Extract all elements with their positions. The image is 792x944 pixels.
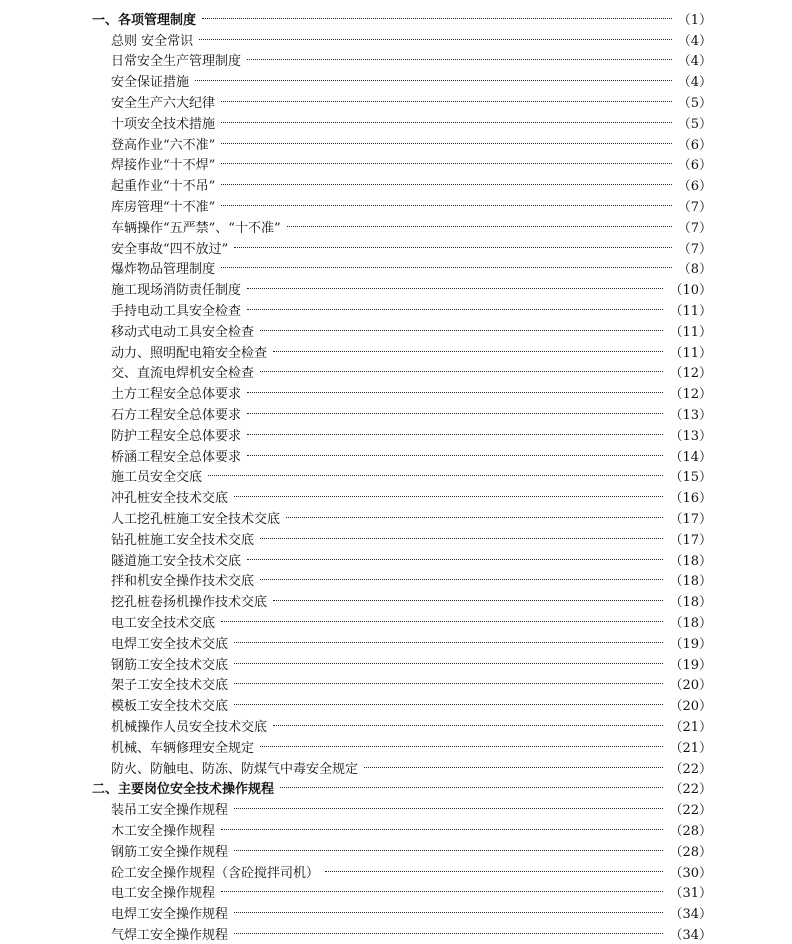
dot-leader — [273, 600, 663, 601]
dot-leader — [221, 184, 671, 185]
toc-page-number: （10） — [669, 283, 712, 299]
toc-entry[interactable] — [92, 29, 712, 50]
dot-leader — [260, 746, 663, 747]
dot-leader — [260, 371, 663, 372]
toc-entry-title: 冲孔桩安全技术交底 — [111, 491, 229, 507]
dot-leader — [364, 767, 663, 768]
dot-leader — [199, 39, 672, 40]
toc-page-number: （21） — [669, 719, 712, 735]
toc-entry-title: 木工安全操作规程 — [111, 823, 216, 839]
toc-entry-title: 土方工程安全总体要求 — [111, 387, 242, 403]
dot-leader — [247, 392, 663, 393]
toc-page-number: （22） — [669, 761, 712, 777]
toc-entry-title: 施工员安全交底 — [111, 470, 203, 486]
toc-entry-title: 手持电动工具安全检查 — [111, 304, 242, 320]
toc-page-number: （18） — [669, 616, 712, 631]
toc-entry[interactable] — [92, 694, 712, 715]
dot-leader — [325, 871, 663, 872]
toc-entry[interactable] — [92, 237, 712, 258]
dot-leader — [280, 787, 663, 788]
toc-page-number: （7） — [677, 241, 712, 257]
toc-entry-title: 石方工程安全总体要求 — [111, 408, 242, 424]
toc-entry-title: 拌和机安全操作技术交底 — [111, 574, 255, 590]
dot-leader — [234, 704, 663, 705]
toc-page-number: （11） — [669, 345, 712, 361]
dot-leader — [221, 143, 671, 144]
dot-leader — [287, 226, 672, 227]
dot-leader — [195, 80, 672, 81]
toc-entry[interactable] — [92, 611, 712, 632]
toc-entry[interactable] — [92, 91, 712, 112]
toc-entry[interactable] — [92, 133, 712, 154]
toc-entry-title: 动力、照明配电箱安全检查 — [111, 345, 268, 361]
table-of-contents — [92, 8, 712, 944]
toc-entry[interactable] — [92, 507, 712, 528]
toc-entry-title: 电工安全操作规程 — [111, 886, 216, 902]
toc-entry-title: 挖孔桩卷扬机操作技术交底 — [111, 595, 268, 611]
toc-entry[interactable] — [92, 320, 712, 341]
toc-entry-title: 安全事故“四不放过” — [111, 241, 229, 257]
toc-entry[interactable] — [92, 466, 712, 487]
toc-page-number: （28） — [669, 844, 712, 860]
toc-entry[interactable] — [92, 902, 712, 923]
toc-page-number: （7） — [677, 200, 712, 216]
toc-entry-title: 车辆操作“五严禁”、“十不准” — [111, 220, 281, 236]
toc-entry-title: 砼工安全操作规程（含砼搅拌司机） — [111, 865, 320, 881]
toc-entry[interactable] — [92, 757, 712, 778]
dot-leader — [234, 912, 663, 913]
toc-entry-title: 安全保证措施 — [111, 75, 190, 91]
toc-page-number: （12） — [669, 387, 712, 403]
dot-leader — [234, 683, 663, 684]
toc-page-number: （34） — [669, 927, 712, 943]
toc-entry[interactable] — [92, 674, 712, 695]
toc-entry-title: 库房管理“十不准” — [111, 200, 216, 216]
toc-page-number: （31） — [669, 886, 712, 902]
toc-entry-title: 桥涵工程安全总体要求 — [111, 449, 242, 465]
toc-entry[interactable] — [92, 819, 712, 840]
toc-page-number: （7） — [677, 220, 712, 236]
toc-entry-title: 一、各项管理制度 — [92, 12, 197, 28]
dot-leader — [221, 829, 663, 830]
dot-leader — [247, 59, 672, 60]
toc-page-number: （20） — [669, 699, 712, 715]
toc-page-number: （34） — [669, 907, 712, 923]
dot-leader — [234, 850, 663, 851]
toc-entry-title: 登高作业“六不准” — [111, 137, 216, 153]
toc-page-number: （17） — [669, 532, 712, 548]
dot-leader — [260, 538, 663, 539]
toc-page-number: （19） — [669, 657, 712, 673]
toc-entry[interactable] — [92, 840, 712, 861]
toc-entry[interactable] — [92, 798, 712, 819]
toc-entry[interactable] — [92, 570, 712, 591]
toc-page-number: （20） — [669, 678, 712, 694]
toc-entry[interactable] — [92, 424, 712, 445]
dot-leader — [234, 247, 671, 248]
toc-page-number: （22） — [669, 803, 712, 819]
toc-entry[interactable] — [92, 154, 712, 175]
dot-leader — [247, 455, 663, 456]
dot-leader — [247, 413, 663, 414]
dot-leader — [247, 309, 663, 310]
toc-page-number: （11） — [669, 304, 712, 320]
toc-entry-title: 安全生产六大纪律 — [111, 96, 216, 112]
toc-entry-title: 焊接作业“十不焊” — [111, 158, 216, 174]
toc-entry-title: 机械操作人员安全技术交底 — [111, 719, 268, 735]
toc-page-number: （13） — [669, 408, 712, 424]
toc-entry-title: 架子工安全技术交底 — [111, 678, 229, 694]
toc-entry-title: 钻孔桩施工安全技术交底 — [111, 532, 255, 548]
toc-section-heading[interactable] — [92, 8, 712, 29]
toc-entry[interactable] — [92, 736, 712, 757]
toc-page-number: （11） — [669, 324, 712, 340]
toc-entry[interactable] — [92, 50, 712, 71]
toc-entry-title: 钢筋工安全技术交底 — [111, 657, 229, 673]
dot-leader — [234, 663, 663, 664]
dot-leader — [273, 351, 663, 352]
toc-entry-title: 电工安全技术交底 — [111, 616, 216, 631]
toc-entry-title: 模板工安全技术交底 — [111, 699, 229, 715]
toc-entry-title: 总则 安全常识 — [111, 33, 194, 49]
toc-entry-title: 隧道施工安全技术交底 — [111, 553, 242, 569]
dot-leader — [286, 517, 663, 518]
toc-entry-title: 电焊工安全技术交底 — [111, 636, 229, 652]
toc-entry-title: 移动式电动工具安全检查 — [111, 324, 255, 340]
toc-section-heading[interactable] — [92, 777, 712, 798]
toc-entry-title: 防护工程安全总体要求 — [111, 428, 242, 444]
toc-entry[interactable] — [92, 195, 712, 216]
toc-entry[interactable] — [92, 362, 712, 383]
toc-entry[interactable] — [92, 341, 712, 362]
toc-page-number: （4） — [677, 33, 712, 49]
toc-entry-title: 钢筋工安全操作规程 — [111, 844, 229, 860]
toc-entry[interactable] — [92, 299, 712, 320]
toc-page-number: （16） — [669, 491, 712, 507]
toc-page-number: （28） — [669, 823, 712, 839]
toc-entry[interactable] — [92, 112, 712, 133]
toc-entry-title: 气焊工安全操作规程 — [111, 927, 229, 943]
toc-page-number: （18） — [669, 553, 712, 569]
dot-leader — [234, 642, 663, 643]
toc-entry[interactable] — [92, 549, 712, 570]
toc-entry[interactable] — [92, 923, 712, 944]
toc-entry-title: 十项安全技术措施 — [111, 116, 216, 132]
toc-page-number: （6） — [677, 137, 712, 153]
dot-leader — [221, 621, 663, 622]
dot-leader — [247, 559, 663, 560]
dot-leader — [234, 808, 663, 809]
toc-page-number: （1） — [677, 12, 712, 28]
toc-page-number: （19） — [669, 636, 712, 652]
toc-entry[interactable] — [92, 528, 712, 549]
toc-entry[interactable] — [92, 590, 712, 611]
toc-page-number: （6） — [677, 158, 712, 174]
dot-leader — [247, 434, 663, 435]
toc-page-number: （12） — [669, 366, 712, 382]
dot-leader — [234, 933, 663, 934]
dot-leader — [234, 496, 663, 497]
toc-entry-title: 二、主要岗位安全技术操作规程 — [92, 782, 275, 798]
dot-leader — [221, 205, 671, 206]
toc-page-number: （8） — [677, 262, 712, 278]
toc-page-number: （5） — [677, 116, 712, 132]
toc-page-number: （13） — [669, 428, 712, 444]
toc-entry-title: 防火、防触电、防冻、防煤气中毒安全规定 — [111, 761, 359, 777]
dot-leader — [221, 101, 672, 102]
toc-page-number: （4） — [677, 54, 712, 70]
toc-entry-title: 人工挖孔桩施工安全技术交底 — [111, 512, 281, 528]
toc-entry[interactable] — [92, 445, 712, 466]
dot-leader — [273, 725, 663, 726]
toc-entry[interactable] — [92, 382, 712, 403]
dot-leader — [247, 288, 663, 289]
dot-leader — [202, 18, 672, 19]
toc-entry[interactable] — [92, 881, 712, 902]
dot-leader — [221, 267, 672, 268]
toc-entry[interactable] — [92, 216, 712, 237]
toc-page-number: （5） — [677, 96, 712, 112]
toc-page-number: （15） — [669, 470, 712, 486]
toc-entry[interactable] — [92, 861, 712, 882]
toc-page-number: （17） — [669, 512, 712, 528]
toc-entry[interactable] — [92, 278, 712, 299]
toc-entry-title: 爆炸物品管理制度 — [111, 262, 216, 278]
toc-entry[interactable] — [92, 70, 712, 91]
dot-leader — [260, 579, 663, 580]
toc-entry-title: 装吊工安全操作规程 — [111, 803, 229, 819]
toc-entry[interactable] — [92, 486, 712, 507]
toc-entry[interactable] — [92, 653, 712, 674]
toc-entry-title: 电焊工安全操作规程 — [111, 907, 229, 923]
dot-leader — [221, 122, 672, 123]
toc-entry[interactable] — [92, 715, 712, 736]
toc-entry-title: 起重作业“十不吊” — [111, 179, 216, 195]
toc-page-number: （18） — [669, 595, 712, 611]
toc-entry-title: 交、直流电焊机安全检查 — [111, 366, 255, 382]
toc-entry[interactable] — [92, 632, 712, 653]
dot-leader — [221, 163, 671, 164]
toc-entry-title: 机械、车辆修理安全规定 — [111, 740, 255, 756]
toc-page-number: （18） — [669, 574, 712, 590]
toc-entry[interactable] — [92, 258, 712, 279]
toc-page-number: （6） — [677, 179, 712, 195]
toc-entry[interactable] — [92, 403, 712, 424]
toc-page-number: （21） — [669, 740, 712, 756]
toc-page-number: （22） — [669, 782, 712, 798]
toc-page-number: （14） — [669, 449, 712, 465]
dot-leader — [221, 891, 663, 892]
toc-entry-title: 施工现场消防责任制度 — [111, 283, 242, 299]
toc-entry[interactable] — [92, 174, 712, 195]
toc-page-number: （30） — [669, 865, 712, 881]
dot-leader — [208, 475, 663, 476]
dot-leader — [260, 330, 663, 331]
toc-entry-title: 日常安全生产管理制度 — [111, 54, 242, 70]
toc-page-number: （4） — [677, 75, 712, 91]
